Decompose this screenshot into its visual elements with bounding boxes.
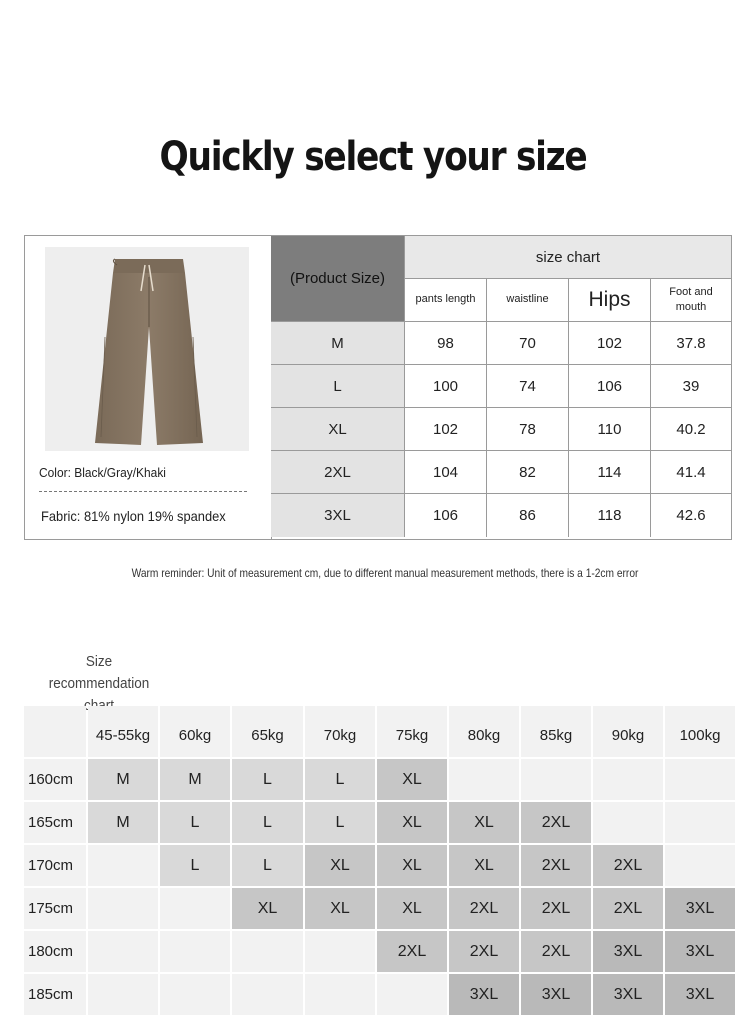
wide-leg-pants-image [45,247,249,451]
size-recommendation-cell: 3XL [665,931,735,972]
weight-header: 65kg [232,706,303,757]
size-recommendation-cell: XL [377,888,447,929]
color-text: Color: Black/Gray/Khaki [39,465,166,480]
table-cell: 74 [487,365,569,408]
size-label: M [271,322,405,365]
empty-cell [160,888,230,929]
weight-header: 90kg [593,706,663,757]
size-recommendation-cell: L [232,802,303,843]
table-cell: 102 [569,322,651,365]
size-recommendation-cell: XL [449,845,519,886]
recommendation-grid [24,706,731,1015]
empty-cell [88,974,158,1015]
table-cell: 118 [569,494,651,537]
size-recommendation-cell: 3XL [521,974,591,1015]
table-cell: 82 [487,451,569,494]
fabric-text: Fabric: 81% nylon 19% spandex [41,508,226,524]
size-recommendation-cell: L [160,802,230,843]
size-recommendation-cell: 3XL [593,931,663,972]
empty-cell [160,931,230,972]
size-recommendation-cell: 3XL [665,888,735,929]
table-cell: 106 [569,365,651,408]
size-label: L [271,365,405,408]
height-label: 180cm [24,931,86,972]
empty-cell [665,759,735,800]
empty-cell [665,802,735,843]
size-recommendation-cell: M [88,759,158,800]
size-recommendation-cell: L [160,845,230,886]
size-recommendation-cell: 3XL [665,974,735,1015]
divider [39,491,247,492]
table-cell: 37.8 [651,322,731,365]
height-label: 185cm [24,974,86,1015]
empty-cell [449,759,519,800]
table-cell: 39 [651,365,731,408]
table-cell: 40.2 [651,408,731,451]
table-cell: 106 [405,494,487,537]
empty-cell [88,888,158,929]
weight-header: 45-55kg [88,706,158,757]
size-recommendation-cell: 2XL [521,888,591,929]
size-recommendation-cell: L [232,759,303,800]
weight-header: 75kg [377,706,447,757]
size-recommendation-cell: 2XL [449,931,519,972]
size-recommendation-cell: 2XL [377,931,447,972]
size-recommendation-cell: L [305,759,375,800]
table-cell: 41.4 [651,451,731,494]
column-header: waistline [487,279,569,322]
size-recommendation-cell: L [232,845,303,886]
weight-header: 80kg [449,706,519,757]
product-panel [25,236,272,539]
warm-reminder: Warm reminder: Unit of measurement cm, due to different manual measurement methods, there is a 1-2cm error [131,566,639,580]
empty-cell [88,845,158,886]
table-cell: 98 [405,322,487,365]
pants-illustration [45,247,249,451]
size-recommendation-cell: L [305,802,375,843]
size-recommendation-cell: 2XL [593,888,663,929]
height-label: 170cm [24,845,86,886]
empty-cell [232,931,303,972]
empty-cell [232,974,303,1015]
weight-header: 70kg [305,706,375,757]
table-cell: 42.6 [676,507,706,524]
size-recommendation-cell: 2XL [593,845,663,886]
weight-header: 100kg [665,706,735,757]
table-cell: 102 [405,408,487,451]
size-recommendation-cell: XL [305,888,375,929]
product-size-header: (Product Size) [271,236,405,322]
height-label: 175cm [24,888,86,929]
size-recommendation-cell: XL [377,802,447,843]
empty-cell [665,845,735,886]
size-recommendation-cell: XL [377,759,447,800]
empty-cell [160,974,230,1015]
size-chart-header: size chart [405,236,731,279]
empty-cell [377,974,447,1015]
empty-cell [88,931,158,972]
size-recommendation-cell: 2XL [521,802,591,843]
size-label: XL [271,408,405,451]
height-label: 165cm [24,802,86,843]
size-recommendation-cell: M [160,759,230,800]
table-cell: 100 [405,365,487,408]
empty-cell [593,802,663,843]
size-recommendation-cell: 3XL [593,974,663,1015]
page-title: Quickly select your size [159,134,587,180]
size-recommendation-cell: XL [449,802,519,843]
size-label: 3XL [271,494,405,537]
table-cell: 104 [405,451,487,494]
height-label: 160cm [24,759,86,800]
weight-header: 60kg [160,706,230,757]
weight-header: 85kg [521,706,591,757]
table-cell: 78 [487,408,569,451]
table-cell: 86 [487,494,569,537]
size-table [24,235,732,540]
size-recommendation-cell: 2XL [521,931,591,972]
empty-cell [593,759,663,800]
size-recommendation-cell: 2XL [449,888,519,929]
empty-cell [521,759,591,800]
table-cell: 110 [569,408,651,451]
column-header: Foot and mouth [651,279,731,322]
size-recommendation-cell: 3XL [449,974,519,1015]
table-cell: 114 [569,451,651,494]
size-recommendation-cell: 2XL [521,845,591,886]
empty-cell [305,974,375,1015]
empty-cell [305,931,375,972]
size-recommendation-cell: M [88,802,158,843]
size-recommendation-cell: XL [232,888,303,929]
table-cell: 70 [487,322,569,365]
size-grid [271,236,731,539]
size-recommendation-cell: XL [377,845,447,886]
size-label: 2XL [271,451,405,494]
size-recommendation-cell: XL [305,845,375,886]
recommendation-title: Size recommendation [48,653,150,692]
column-header: Hips [569,279,651,322]
corner-cell [24,706,86,757]
column-header: pants length [405,279,487,322]
